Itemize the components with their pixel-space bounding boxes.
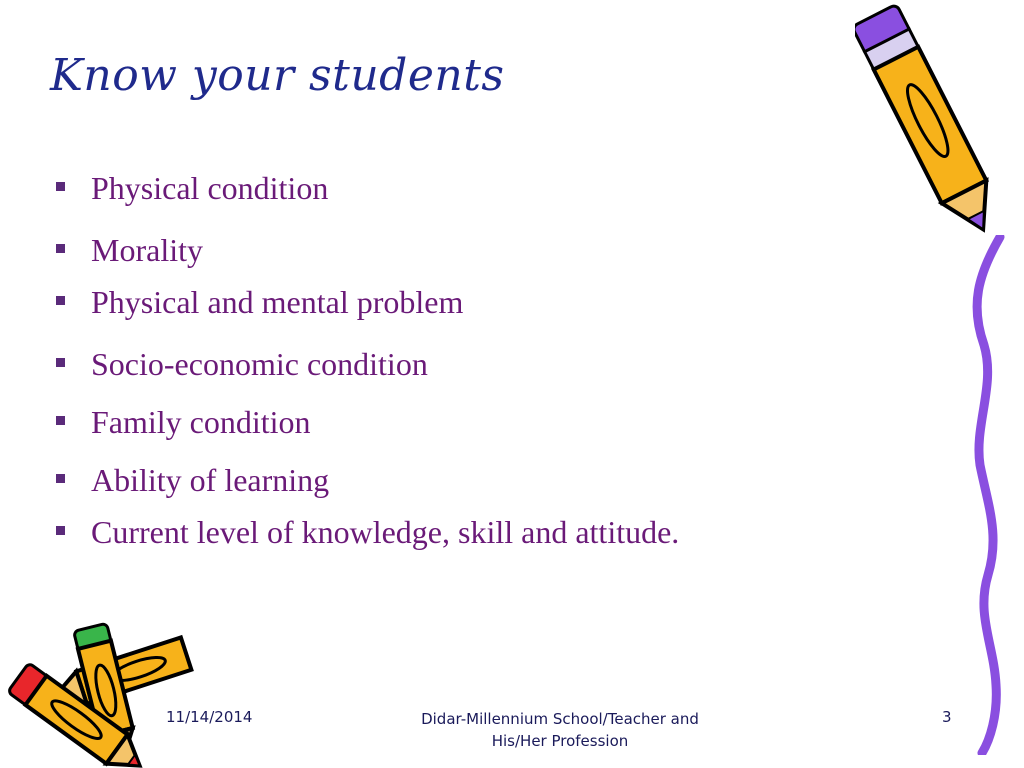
decorative-squiggle [960,235,1024,755]
bullet-text: Ability of learning [91,462,330,498]
slide-title: Know your students [50,50,505,101]
bullet-item [56,284,463,321]
square-bullet-icon [56,358,65,367]
square-bullet-icon [56,182,65,191]
square-bullet-icon [56,244,65,253]
bullet-item [56,170,328,207]
bullet-item [56,514,679,551]
pencils-icon [0,615,210,768]
bullet-text: Physical and mental problem [91,284,464,320]
square-bullet-icon [56,474,65,483]
square-bullet-icon [56,296,65,305]
bullet-item [56,462,329,499]
bullet-item [56,232,203,269]
bullet-text: Physical condition [91,170,329,206]
bullet-text: Current level of knowledge, skill and attitude. [91,514,680,550]
bullet-text: Socio-economic condition [91,346,428,382]
square-bullet-icon [56,416,65,425]
pencil-icon [855,0,1005,250]
page-number: 3 [942,708,952,726]
footer-date: 11/14/2014 [166,708,253,726]
square-bullet-icon [56,526,65,535]
bullet-text: Morality [91,232,203,268]
bullet-text: Family condition [91,404,311,440]
footer-text: Didar-Millennium School/Teacher and His/Her Profession [421,710,699,750]
bullet-item [56,404,311,441]
bullet-item [56,346,428,383]
